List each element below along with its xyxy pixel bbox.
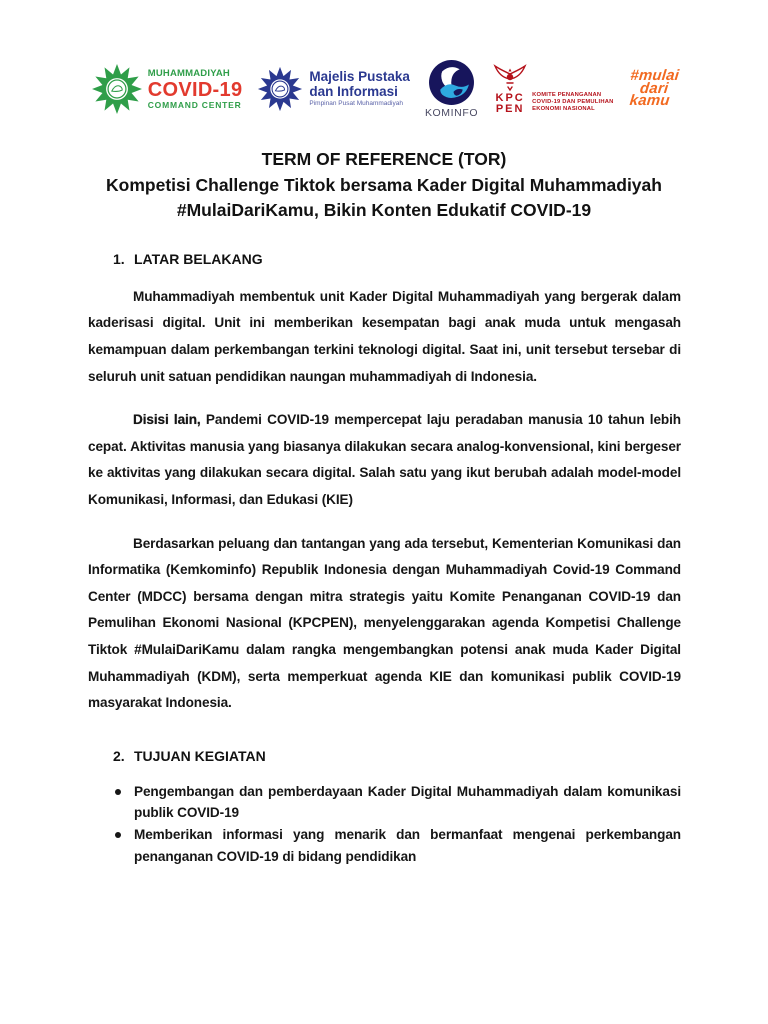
section-heading-label: TUJUAN KEGIATAN (134, 747, 266, 764)
muhammadiyah-sun-icon-green (91, 63, 143, 115)
paragraph-3: Berdasarkan peluang dan tantangan yang ada tersebut, Kementerian Komunikasi dan Informatika (Kemkominfo) Republik Indonesia dengan Muhammadiyah Covid-19 Command Center (MDCC) bersama dengan mitra strategis yaitu Komite Penanganan COVID-19 dan Pemulihan Ekonomi Nasional (KPCPEN), menyelenggarakan agenda Kompetisi Challenge Tiktok #MulaiDariKamu dalam rangka mengembangkan potensi anak muda Kader Digital Muhammadiyah (KDM), serta memperkuat agenda KIE dan komunikasi publik COVID-19 masyarakat Indonesia. (88, 535, 681, 711)
paragraph-2-lead: Disisi lain, (133, 412, 201, 428)
kpcpen-desc-line2: COVID-19 DAN PEMULIHAN (532, 99, 614, 105)
mdk-line1: #mulai (629, 67, 680, 85)
mdk-line3: kamu (628, 92, 671, 110)
list-item (88, 781, 681, 825)
kpcpen-abbr-pen: PEN (495, 103, 525, 115)
kpcpen-desc-line3: EKONOMI NASIONAL (532, 106, 595, 112)
mdcc-org-name: MUHAMMADIYAH (147, 68, 230, 79)
mpi-subtitle: Pimpinan Pusat Muhammadiyah (309, 99, 403, 107)
logo-kpcpen (493, 63, 613, 115)
section-heading-latar-belakang (113, 251, 681, 267)
paragraph-1: Muhammadiyah membentuk unit Kader Digital Muhammadiyah yang bergerak dalam kaderisasi digital. Unit ini memberikan kesempatan bagi anak muda untuk mengasah kemampuan dalam perkembangan terkini teknologi digital. Saat ini, unit tersebut tersebar di seluruh unit satuan pendidikan naungan muhammadiyah di Indonesia. (88, 288, 681, 384)
mpi-name-line2: dan Informasi (309, 83, 398, 99)
title-line-3: #MulaiDariKamu, Bikin Konten Edukatif COVID-19 (176, 200, 592, 221)
logo-muhammadiyah-covid19-command-center (91, 63, 243, 115)
kominfo-wave-icon (428, 59, 475, 106)
objectives-list (88, 781, 681, 868)
kpcpen-desc-line1: KOMITE PENANGANAN (532, 92, 602, 98)
mdcc-command-center-label: COMMAND CENTER (147, 99, 242, 110)
mdk-line2: dari (638, 79, 669, 97)
list-item (88, 824, 681, 868)
section-number: 2. (113, 747, 125, 764)
mpi-name-line1: Majelis Pustaka (309, 69, 410, 85)
mdcc-covid19-label: COVID-19 (147, 78, 243, 101)
title-line-2: Kompetisi Challenge Tiktok bersama Kader Digital Muhammadiyah (106, 174, 662, 195)
kpcpen-abbr-kpc: KPC (495, 92, 525, 104)
list-item-text: Memberikan informasi yang menarik dan bermanfaat mengenai perkembangan penanganan COVID-19 di bidang pendidikan (134, 827, 681, 865)
partner-logo-strip (0, 0, 768, 122)
logo-mulaidarikamu (627, 67, 680, 110)
document-title (0, 147, 768, 224)
bullet-icon (115, 832, 121, 838)
muhammadiyah-sun-icon-navy (257, 66, 303, 112)
paragraph-2 (88, 407, 681, 513)
kominfo-label: KOMINFO (424, 107, 479, 119)
paragraph-2-rest: Pandemi COVID-19 mempercepat laju peradaban manusia 10 tahun lebih cepat. Aktivitas manusia yang biasanya dilakukan secara analog-konvensional, kini bergeser ke aktivitas yang dilakukan secara digital. Salah satu yang ikut berubah adalah model-model Komunikasi, Informasi, dan Edukasi (KIE) (88, 412, 682, 507)
section-number: 1. (113, 250, 125, 267)
garuda-icon (493, 63, 527, 93)
title-line-1: TERM OF REFERENCE (TOR) (261, 149, 507, 169)
section-heading-label: LATAR BELAKANG (134, 250, 263, 267)
logo-majelis-pustaka-dan-informasi (257, 66, 410, 112)
list-item-text: Pengembangan dan pemberdayaan Kader Digital Muhammadiyah dalam komunikasi publik COVID-19 (134, 783, 681, 821)
section-heading-tujuan-kegiatan (113, 748, 681, 764)
logo-kominfo (425, 59, 478, 119)
bullet-icon (115, 789, 121, 795)
document-body (88, 251, 681, 868)
